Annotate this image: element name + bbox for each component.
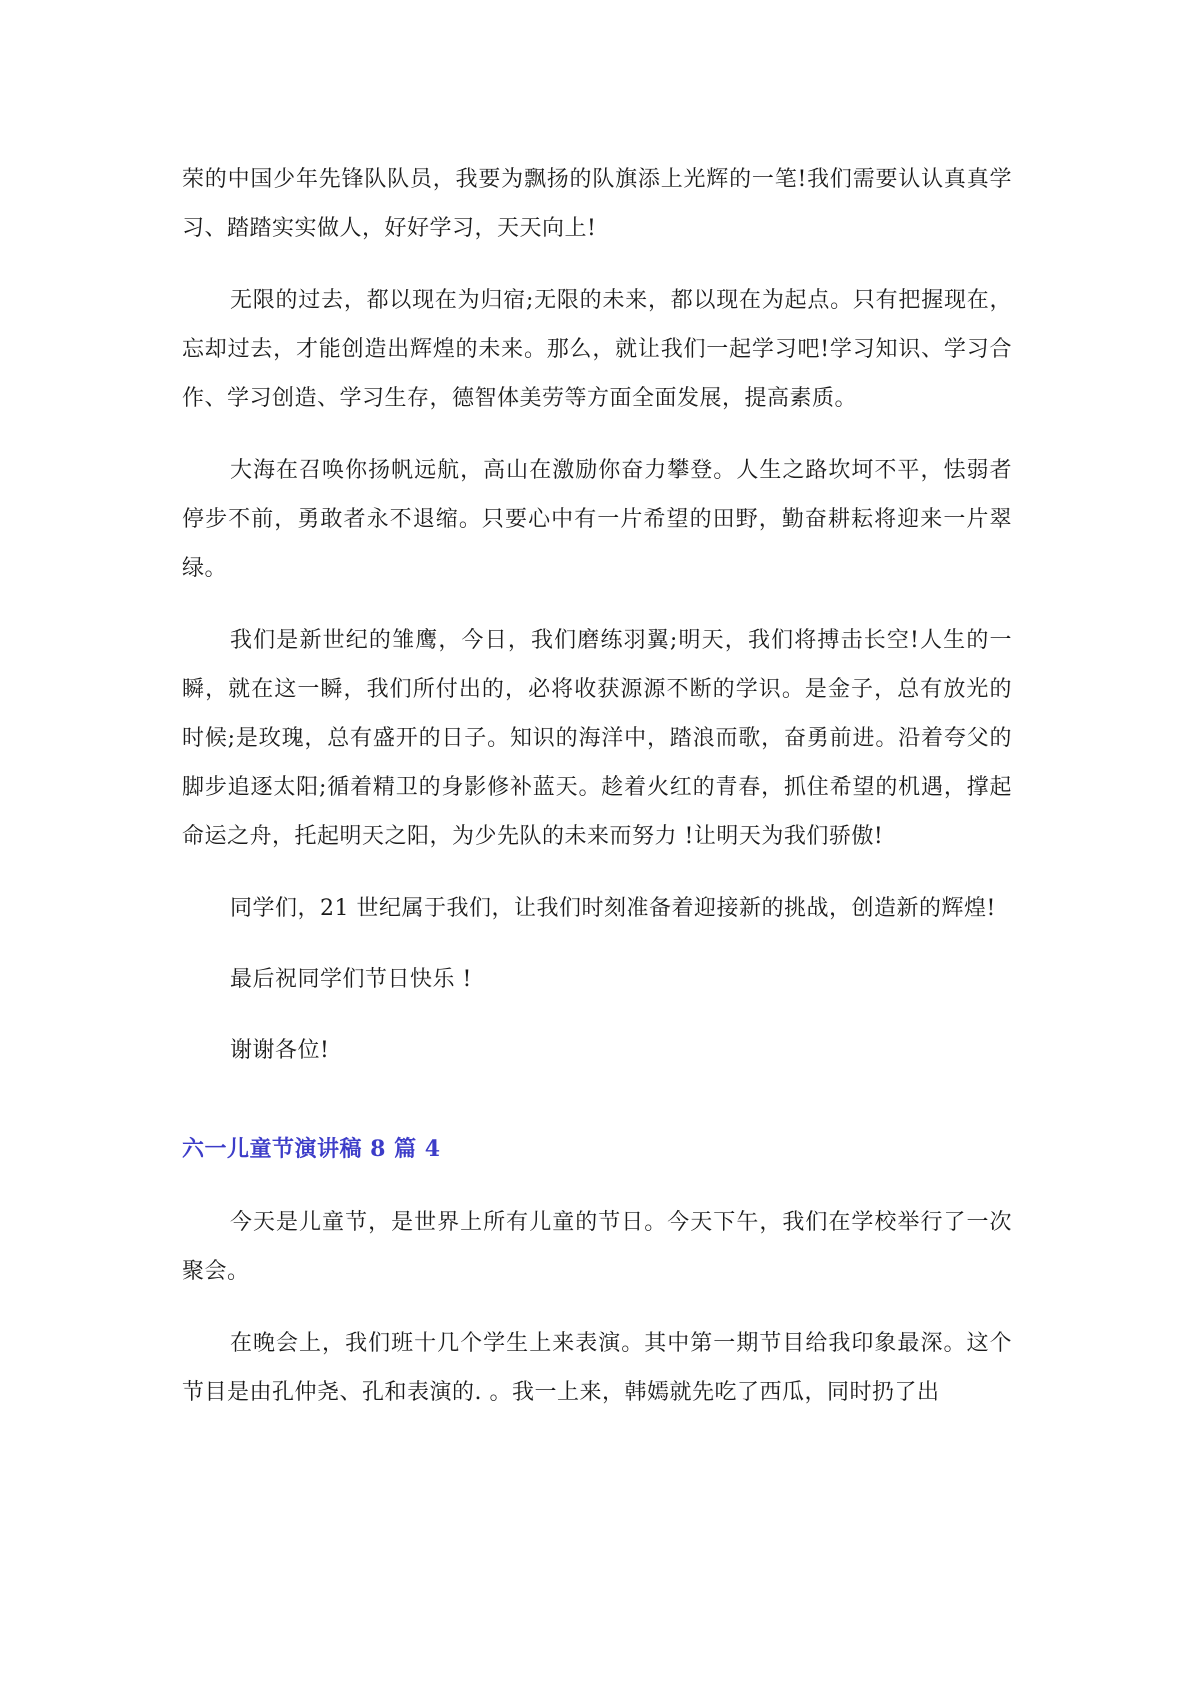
document-page bbox=[182, 155, 1012, 1417]
paragraph-9: 在晚会上，我们班十几个学生上来表演。其中第一期节目给我印象最深。这个节目是由孔仲尧、孔和表演的. 。我一上来，韩嫣就先吃了西瓜，同时扔了出 bbox=[182, 1331, 1012, 1405]
section-heading: 六一儿童节演讲稿 8 篇 4 bbox=[182, 1136, 441, 1162]
paragraph-5: 同学们，21 世纪属于我们，让我们时刻准备着迎接新的挑战，创造新的辉煌! bbox=[230, 896, 996, 921]
paragraph-2: 无限的过去，都以现在为归宿;无限的未来，都以现在为起点。只有把握现在，忘却过去，才能创造出辉煌的未来。那么，就让我们一起学习吧!学习知识、学习合作、学习创造、学习生存，德智体美劳等方面全面发展，提高素质。 bbox=[182, 288, 1012, 411]
paragraph-8: 今天是儿童节，是世界上所有儿童的节日。今天下午，我们在学校举行了一次聚会。 bbox=[182, 1210, 1012, 1284]
paragraph-6: 最后祝同学们节日快乐 ! bbox=[230, 967, 472, 992]
paragraph-7: 谢谢各位! bbox=[230, 1038, 330, 1063]
paragraph-1: 荣的中国少年先锋队队员，我要为飘扬的队旗添上光辉的一笔!我们需要认认真真学习、踏踏实实做人，好好学习，天天向上! bbox=[182, 167, 1012, 241]
paragraph-3: 大海在召唤你扬帆远航，高山在激励你奋力攀登。人生之路坎坷不平，怯弱者停步不前，勇敢者永不退缩。只要心中有一片希望的田野，勤奋耕耘将迎来一片翠绿。 bbox=[182, 458, 1012, 581]
paragraph-4: 我们是新世纪的雏鹰，今日，我们磨练羽翼;明天，我们将搏击长空!人生的一瞬，就在这一瞬，我们所付出的，必将收获源源不断的学识。是金子，总有放光的时候;是玫瑰，总有盛开的日子。知识的海洋中，踏浪而歌，奋勇前进。沿着夸父的脚步追逐太阳;循着精卫的身影修补蓝天。趁着火红的青春，抓住希望的机遇，撑起命运之舟，托起明天之阳，为少先队的未来而努力 !让明天为我们骄傲! bbox=[182, 628, 1012, 849]
